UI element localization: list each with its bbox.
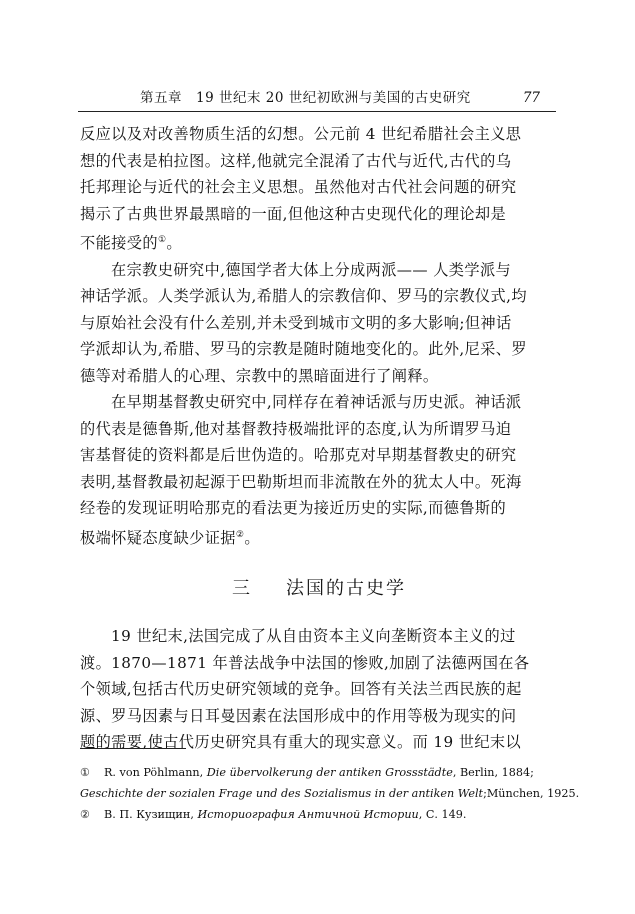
text-line: 想的代表是柏拉图。这样,他就完全混淆了古代与近代,古代的乌 — [80, 151, 512, 170]
text-line: 题的需要,使古代历史研究具有重大的现实意义。而 19 世纪末以 — [80, 733, 522, 751]
footnote-rest: , С. 149. — [418, 808, 467, 821]
footnote-rest: , Berlin, 1884; — [452, 766, 534, 779]
footnote-author: В. П. Кузищин, — [104, 808, 194, 821]
text-line: 源、罗马因素与日耳曼因素在法国形成中的作用等极为现实的问 — [80, 706, 517, 725]
text-line: 学派却认为,希腊、罗马的宗教是随时随地变化的。此外,尼采、罗 — [80, 340, 527, 358]
text-line: 在宗教史研究中,德国学者大体上分成两派—— 人类学派与 — [111, 260, 512, 279]
footnote-rest: ;München, 1925. — [483, 787, 580, 800]
text-line: 个领域,包括古代历史研究领域的竞争。回答有关法兰西民族的起 — [80, 680, 522, 698]
text-line: 经卷的发现证明哈那克的看法更为接近历史的实际,而德鲁斯的 — [80, 499, 507, 517]
text-line: 渡。1870—1871 年普法战争中法国的惨败,加剧了法德两国在各 — [80, 653, 530, 672]
main-text — [80, 121, 558, 756]
section-title: 法国的古史学 — [286, 578, 406, 599]
text-line: 在早期基督教史研究中,同样存在着神话派与历史派。神话派 — [111, 393, 522, 411]
footnote-mark: ① — [80, 766, 91, 779]
section-number: 三 — [232, 578, 252, 599]
text-fragment: 不能接受的 — [80, 234, 158, 252]
footnote-2 — [80, 804, 558, 825]
text-line: 神话学派。人类学派认为,希腊人的宗教信仰、罗马的宗教仪式,均 — [80, 287, 527, 305]
page-number: 77 — [522, 90, 540, 106]
text-line: 揭示了古典世界最黑暗的一面,但他这种古史现代化的理论却是 — [80, 204, 507, 223]
footnote-title: Die übervolkerung der antiken Grossstädte — [206, 766, 453, 779]
text-fragment: 极端怀疑态度缺少证据 — [80, 528, 236, 547]
text-line: 德等对希腊人的心理、宗教中的黑暗面进行了阐释。 — [80, 366, 439, 385]
paragraph-4 — [80, 623, 558, 756]
text-line: 的代表是德鲁斯,他对基督教持极端批评的态度,认为所谓罗马迫 — [80, 419, 512, 438]
header-rule — [78, 111, 556, 112]
running-header — [78, 88, 558, 108]
text-line: 不能接受的①。 — [80, 234, 182, 252]
paragraph-1 — [80, 121, 558, 257]
text-line: 害基督徒的资料都是后世伪造的。哈那克对早期基督教史的研究 — [80, 446, 517, 464]
paragraph-2 — [80, 257, 558, 390]
footnote-ref-1[interactable]: ① — [157, 235, 167, 245]
footnote-author: R. von Pöhlmann, — [104, 766, 204, 779]
footnote-ref-2[interactable]: ② — [235, 529, 245, 540]
footnote-rule — [80, 748, 186, 749]
footnote-1 — [80, 762, 558, 783]
footnote-1-continued — [80, 783, 580, 804]
text-line: 与原始社会没有什么差别,并未受到城市文明的多大影响;但神话 — [80, 313, 512, 332]
text-line: 极端怀疑态度缺少证据②。 — [80, 528, 260, 547]
footnote-title: Историография Античной Истории — [197, 808, 419, 821]
section-heading — [80, 559, 558, 619]
running-title: 第五章 19 世纪末 20 世纪初欧洲与美国的古史研究 — [140, 90, 471, 106]
footnote-mark: ② — [80, 808, 91, 821]
text-line: 反应以及对改善物质生活的幻想。公元前 4 世纪希腊社会主义思 — [80, 125, 522, 143]
text-line: 19 世纪末,法国完成了从自由资本主义向垄断资本主义的过 — [111, 627, 516, 645]
text-line: 表明,基督教最初起源于巴勒斯坦而非流散在外的犹太人中。死海 — [80, 472, 522, 491]
footnotes — [80, 762, 580, 825]
text-line: 托邦理论与近代的社会主义思想。虽然他对古代社会问题的研究 — [80, 178, 517, 196]
footnote-title: Geschichte der sozialen Frage und des Sozialismus in der antiken Welt — [80, 787, 484, 800]
paragraph-3 — [80, 389, 558, 551]
